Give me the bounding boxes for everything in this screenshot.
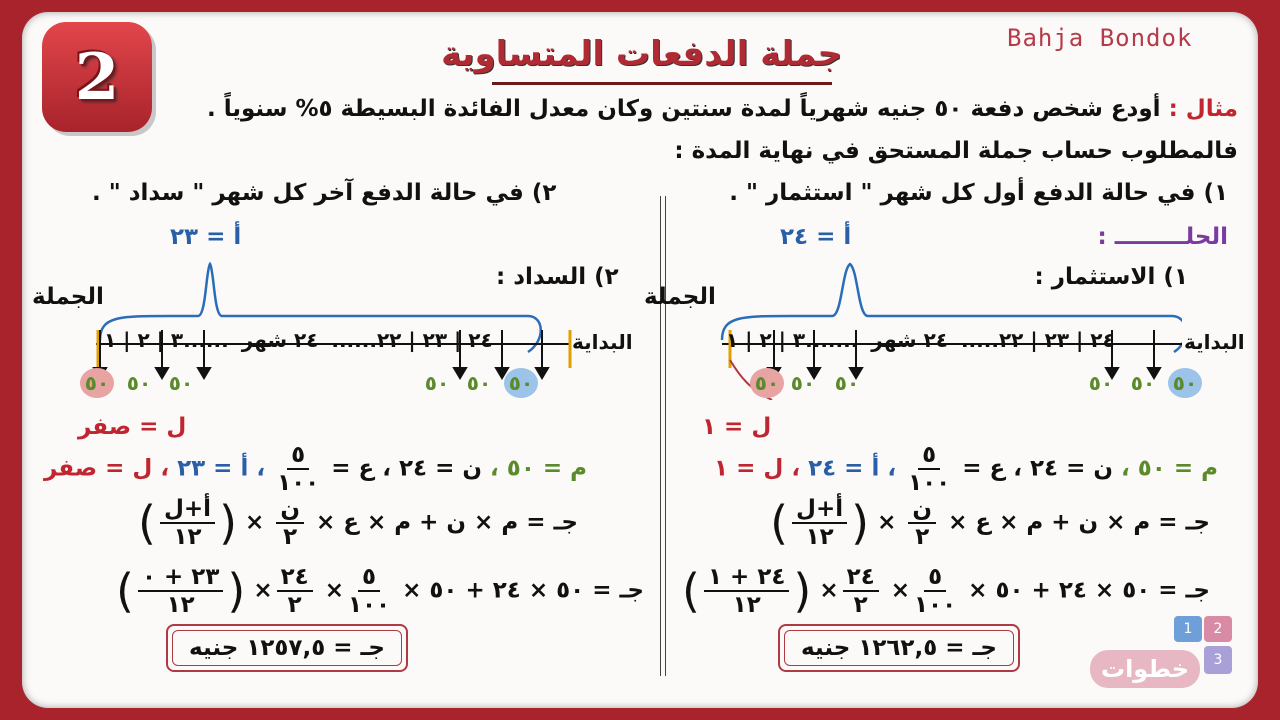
left-tick-2: ٢	[137, 328, 150, 352]
left-formula-2: جـ = ٥٠ × ٢٤ + ٥٠ × $\frac{٥}{١٠٠}$ × $\frac{٢٤}{٢}$ × ( $\frac{٢٣ + ٠}{١٢}$ )	[116, 564, 644, 618]
left-tick-23: ٢٣	[422, 328, 448, 352]
left-tick-3: ......٣	[170, 328, 229, 352]
left-tick-months: ٢٤ شهر	[241, 328, 319, 352]
slide-sheet	[22, 12, 1258, 708]
right-ticks: ٢٤ | ٢٣ | ٢٢..... ٢٤ شهر .......٣ | ٢ | ١	[726, 328, 1115, 352]
right-tick-months: ٢٤ شهر	[871, 328, 948, 352]
left-l-label: ل = صفر	[78, 414, 187, 440]
left-payment: ٥٠	[168, 371, 194, 395]
right-formula-2: جـ = ٥٠ × ٢٤ + ٥٠ × $\frac{٥}{١٠٠}$ × $\frac{٢٤}{٢}$ × ( $\frac{٢٤ + ١}{١٢}$ )	[682, 564, 1210, 618]
right-payment: ٥٠	[1088, 371, 1114, 395]
right-rate-fraction: $\frac{٥}{١٠٠}$	[908, 442, 951, 496]
right-tick-22: ٢٢.....	[960, 328, 1024, 352]
right-params	[714, 442, 1218, 496]
right-param-n: ن = ٢٤ ،	[1013, 455, 1113, 482]
steps-logo	[1076, 616, 1236, 696]
left-case-title: ٢) في حالة الدفع آخر كل شهر " سداد " .	[92, 180, 557, 206]
left-ticks: ٢٤ | ٢٣ | ٢٢...... ٢٤ شهر ......٣ | ٢ | ١	[104, 328, 493, 352]
left-rate-fraction: $\frac{٥}{١٠٠}$	[277, 442, 320, 496]
right-param-m: م = ٥٠ ،	[1121, 455, 1218, 482]
right-tick-24: ٢٤	[1090, 328, 1115, 352]
right-param-l: ، ل = ١	[714, 455, 801, 482]
brand-signature: Bahja Bondok	[1007, 24, 1193, 52]
left-result: جـ = ١٢٥٧,٥ جنيه	[172, 630, 402, 666]
left-params	[44, 442, 587, 496]
left-start-label: البداية	[572, 330, 633, 354]
page-title: جملة الدفعات المتساوية	[441, 34, 842, 74]
right-param-r: ع =	[962, 455, 1006, 482]
title-underline	[492, 82, 832, 85]
right-payment: ٥٠	[834, 371, 860, 395]
left-param-r: ع =	[331, 455, 375, 482]
left-a-label: أ = ٢٣	[170, 224, 242, 250]
left-tick-24: ٢٤	[468, 328, 493, 352]
right-formula-1: جـ = م × ن + م × ع × $\frac{\text{ن}}{٢}$ × ( $\frac{\text{أ+ل}}{١٢}$ )	[770, 496, 1210, 550]
right-a-label: أ = ٢٤	[780, 224, 852, 250]
right-l-label: ل = ١	[702, 414, 772, 440]
right-tick-1: ١	[726, 328, 739, 352]
left-param-a: ، أ = ٢٣	[177, 455, 266, 482]
right-payment: ٥٠	[790, 371, 816, 395]
problem-line-2: فالمطلوب حساب جملة المستحق في نهاية المدة :	[674, 138, 1238, 164]
right-tick-3: .......٣	[792, 328, 859, 352]
left-param-l: ، ل = صفر	[44, 455, 170, 482]
left-param-n: ن = ٢٤ ،	[382, 455, 483, 482]
steps-block-2: 2	[1204, 616, 1232, 642]
left-subtitle: ٢) السداد :	[496, 264, 619, 290]
example-label: مثال :	[1168, 96, 1238, 122]
left-payment: ٥٠	[466, 371, 492, 395]
left-tick-22: ٢٢......	[331, 328, 402, 352]
right-subtitle: ١) الاستثمار :	[1034, 264, 1188, 290]
right-payment: ٥٠	[1130, 371, 1156, 395]
problem-text-1: أودع شخص دفعة ٥٠ جنيه شهرياً لمدة سنتين وكان معدل الفائدة البسيطة ٥% سنوياً .	[207, 96, 1161, 122]
lesson-number-badge: 2	[42, 22, 152, 132]
problem-line-1	[207, 96, 1238, 122]
right-result-box	[778, 624, 1020, 672]
right-sum-label: الجملة	[644, 284, 716, 310]
left-sum-label: الجملة	[32, 284, 104, 310]
right-param-a: ، أ = ٢٤	[808, 455, 897, 482]
steps-logo-text: خطوات	[1090, 650, 1200, 688]
right-result: جـ = ١٢٦٢,٥ جنيه	[784, 630, 1014, 666]
right-payment-last: ٥٠	[750, 368, 784, 398]
left-payment-last: ٥٠	[80, 368, 114, 398]
right-payment-first: ٥٠	[1168, 368, 1202, 398]
steps-block-3: 3	[1204, 646, 1232, 674]
left-payment: ٥٠	[126, 371, 152, 395]
column-divider	[660, 196, 666, 676]
right-tick-23: ٢٣	[1044, 328, 1070, 352]
right-tick-2: ٢	[759, 328, 772, 352]
left-formula-1: جـ = م × ن + م × ع × $\frac{\text{ن}}{٢}$ × ( $\frac{\text{أ+ل}}{١٢}$ )	[138, 496, 578, 550]
right-case-title: ١) في حالة الدفع أول كل شهر " استثمار " .	[729, 180, 1228, 206]
left-tick-1: ١	[104, 328, 117, 352]
solution-label: الحلـــــــــ :	[1097, 224, 1228, 250]
steps-block-1: 1	[1174, 616, 1202, 642]
left-result-box	[166, 624, 408, 672]
left-payment-first: ٥٠	[504, 368, 538, 398]
right-start-label: البداية	[1184, 330, 1245, 354]
left-param-m: م = ٥٠ ،	[490, 455, 588, 482]
left-payment: ٥٠	[424, 371, 450, 395]
